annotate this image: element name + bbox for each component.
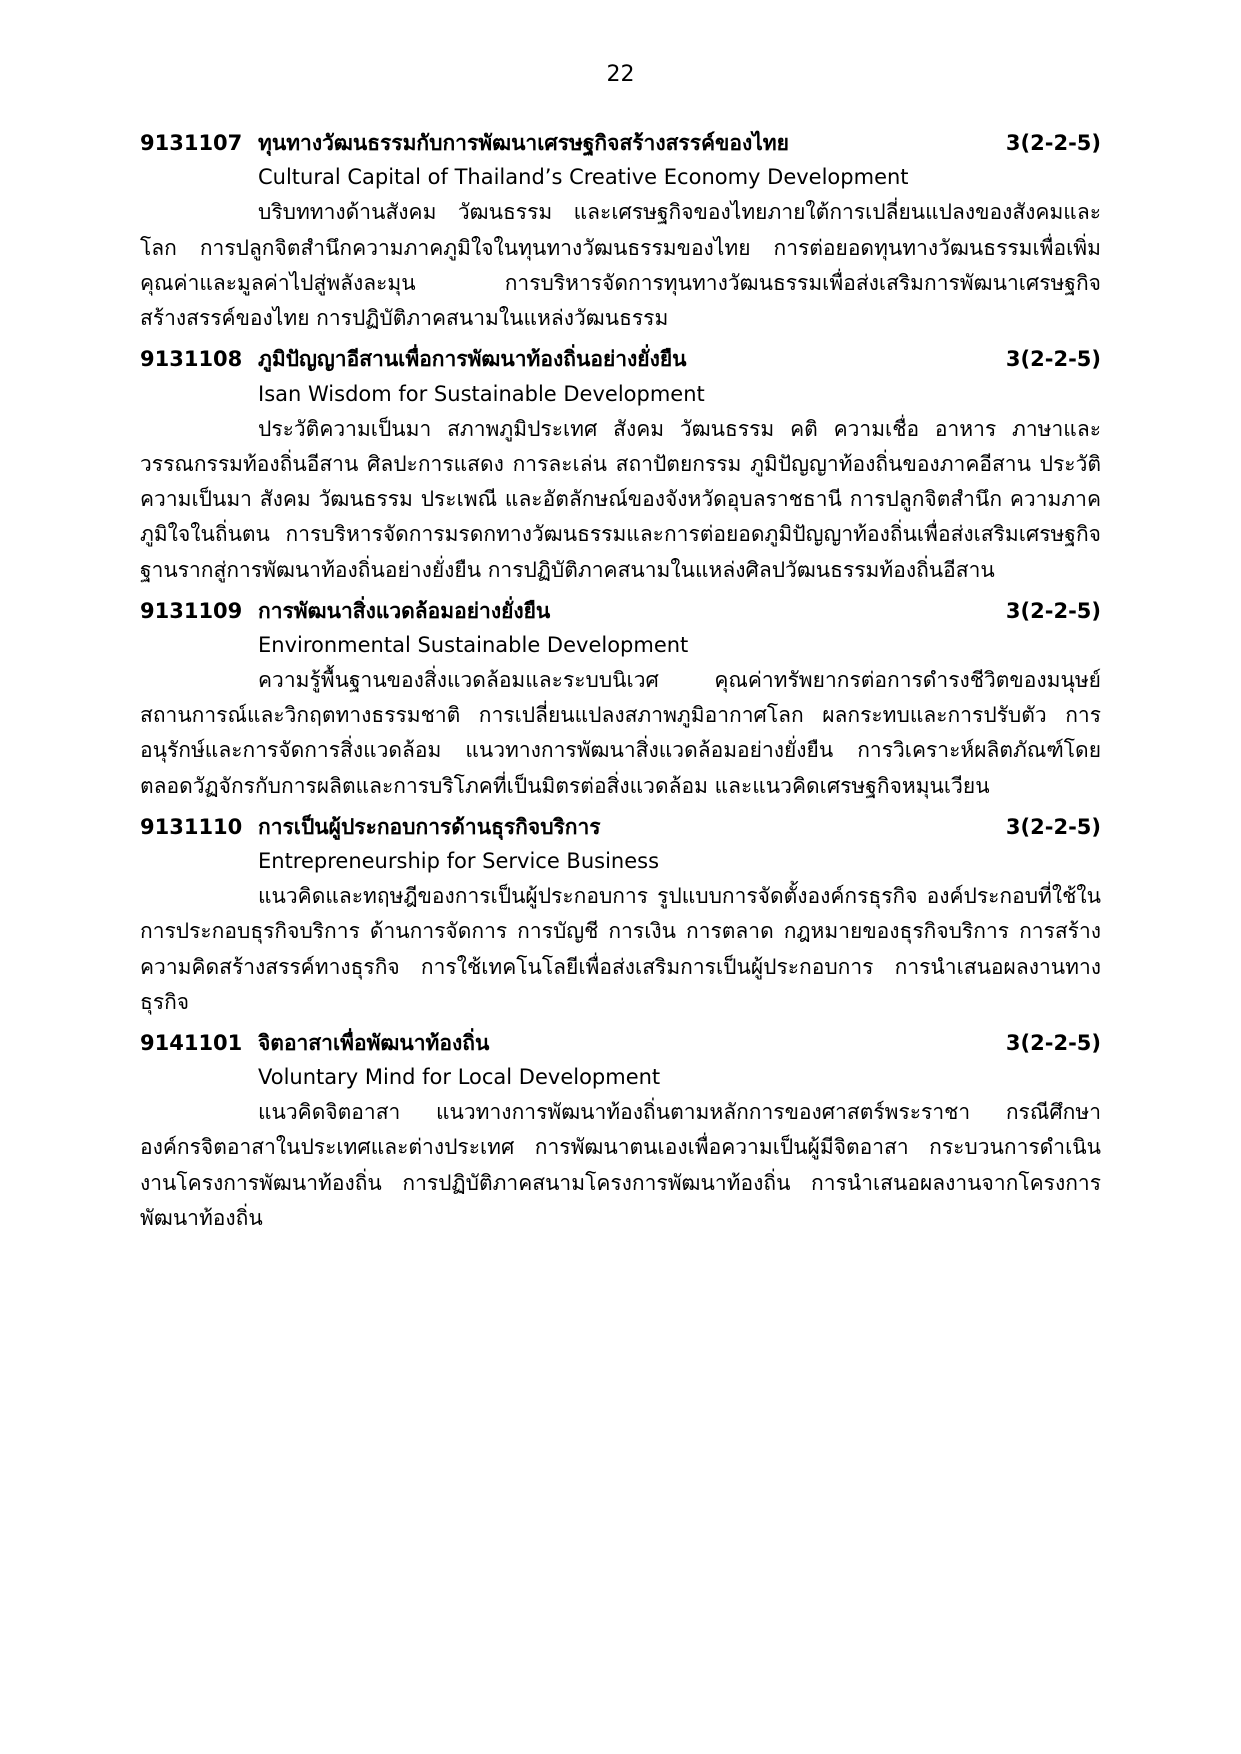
course-credits: 3(2-2-5) xyxy=(1005,814,1101,839)
course-title-english: Entrepreneurship for Service Business xyxy=(258,848,660,873)
page-number: 22 xyxy=(606,62,635,87)
course-description: ประวัติความเป็นมา สภาพภูมิประเทศ สังคม วัฒนธรรม คติ ความเชื่อ อาหาร ภาษาและวรรณกรรมท้องถิ่นอีสาน ศิลปะการแสดง การละเล่น สถาปัตยกรรม ภูมิปัญญาท้องถิ่นของภาคอีสาน ประวัติความเป็นมา สังคม วัฒนธรรม ประเพณี และอัตลักษณ์ของจังหวัดอุบลราชธานี การปลูกจิตสำนึก ความภาคภูมิใจในถิ่นตน การบริหารจัดการมรดกทางวัฒนธรรมและการต่อยอดภูมิปัญญาท้องถิ่นเพื่อส่งเสริมเศรษฐกิจฐานรากสู่การพัฒนาท้องถิ่นอย่างยั่งยืน การปฏิบัติภาคสนามในแหล่งศิลปวัฒนธรรมท้องถิ่นอีสาน xyxy=(140,416,1101,582)
course-header xyxy=(140,126,1101,160)
course-header xyxy=(140,594,1101,628)
course-title-thai: จิตอาสาเพื่อพัฒนาท้องถิ่น xyxy=(258,1031,490,1056)
course-description: ความรู้พื้นฐานของสิ่งแวดล้อมและระบบนิเวศ คุณค่าทรัพยากรต่อการดำรงชีวิตของมนุษย์ สถานการณ์และวิกฤตทางธรรมชาติ การเปลี่ยนแปลงสภาพภูมิอากาศโลก ผลกระทบและการปรับตัว การอนุรักษ์และการจัดการสิ่งแวดล้อม แนวทางการพัฒนาสิ่งแวดล้อมอย่างยั่งยืน การวิเคราะห์ผลิตภัณฑ์โดยตลอดวัฏจักรกับการผลิตและการบริโภคที่เป็นมิตรต่อสิ่งแวดล้อม และแนวคิดเศรษฐกิจหมุนเวียน xyxy=(140,667,1101,798)
course-title-thai: ภูมิปัญญาอีสานเพื่อการพัฒนาท้องถิ่นอย่างยั่งยืน xyxy=(258,347,687,372)
course-code: 9141101 xyxy=(140,1031,243,1056)
course-entry xyxy=(140,810,1101,1020)
course-entry xyxy=(140,594,1101,804)
course-title-thai: ทุนทางวัฒนธรรมกับการพัฒนาเศรษฐกิจสร้างสรรค์ของไทย xyxy=(258,131,789,156)
course-entry xyxy=(140,126,1101,336)
course-header xyxy=(140,810,1101,844)
course-code: 9131107 xyxy=(140,131,243,156)
course-credits: 3(2-2-5) xyxy=(1005,598,1101,623)
course-title-thai: การเป็นผู้ประกอบการด้านธุรกิจบริการ xyxy=(258,814,601,839)
course-code: 9131108 xyxy=(140,347,243,372)
course-code: 9131109 xyxy=(140,598,243,623)
course-credits: 3(2-2-5) xyxy=(1005,131,1101,156)
course-entry xyxy=(140,1026,1101,1236)
course-title-thai: การพัฒนาสิ่งแวดล้อมอย่างยั่งยืน xyxy=(258,598,551,623)
course-title-english: Isan Wisdom for Sustainable Development xyxy=(258,381,705,406)
course-title-english: Environmental Sustainable Development xyxy=(258,632,689,657)
course-header xyxy=(140,1026,1101,1060)
course-entry xyxy=(140,342,1101,587)
course-credits: 3(2-2-5) xyxy=(1005,347,1101,372)
course-title-english: Voluntary Mind for Local Development xyxy=(258,1065,661,1090)
course-code: 9131110 xyxy=(140,814,243,839)
course-credits: 3(2-2-5) xyxy=(1005,1031,1101,1056)
course-header xyxy=(140,342,1101,376)
course-description: แนวคิดและทฤษฎีของการเป็นผู้ประกอบการ รูปแบบการจัดตั้งองค์กรธุรกิจ องค์ประกอบที่ใช้ในการประกอบธุรกิจบริการ ด้านการจัดการ การบัญชี การเงิน การตลาด กฎหมายของธุรกิจบริการ การสร้างความคิดสร้างสรรค์ทางธุรกิจ การใช้เทคโนโลยีเพื่อส่งเสริมการเป็นผู้ประกอบการ การนำเสนอผลงานทางธุรกิจ xyxy=(140,883,1101,1014)
course-description: บริบททางด้านสังคม วัฒนธรรม และเศรษฐกิจของไทยภายใต้การเปลี่ยนแปลงของสังคมและโลก การปลูกจิตสำนึกความภาคภูมิใจในทุนทางวัฒนธรรมของไทย การต่อยอดทุนทางวัฒนธรรมเพื่อเพิ่มคุณค่าและมูลค่าไปสู่พลังละมุน การบริหารจัดการทุนทางวัฒนธรรมเพื่อส่งเสริมการพัฒนาเศรษฐกิจสร้างสรรค์ของไทย การปฏิบัติภาคสนามในแหล่งวัฒนธรรม xyxy=(140,200,1101,331)
course-title-english: Cultural Capital of Thailand’s Creative Economy Development xyxy=(258,165,909,190)
course-description: แนวคิดจิตอาสา แนวทางการพัฒนาท้องถิ่นตามหลักการของศาสตร์พระราชา กรณีศึกษาองค์กรจิตอาสาในประเทศและต่างประเทศ การพัฒนาตนเองเพื่อความเป็นผู้มีจิตอาสา กระบวนการดำเนินงานโครงการพัฒนาท้องถิ่น การปฏิบัติภาคสนามโครงการพัฒนาท้องถิ่น การนำเสนอผลงานจากโครงการพัฒนาท้องถิ่น xyxy=(140,1100,1101,1230)
